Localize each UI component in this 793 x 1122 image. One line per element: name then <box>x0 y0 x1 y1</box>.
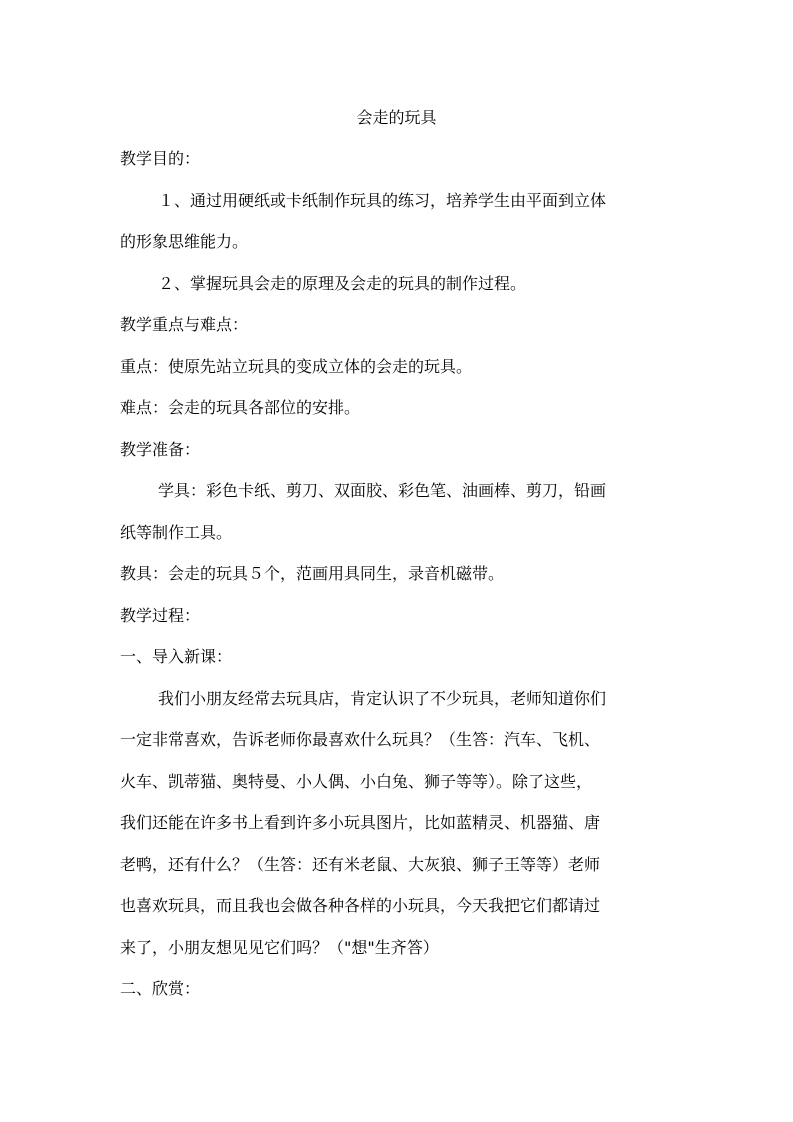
text-line: 二、欣赏： <box>120 979 201 998</box>
text-line: 来了，小朋友想见见它们吗？（"想"生齐答） <box>120 937 439 957</box>
text-line: 教学重点与难点： <box>120 315 249 334</box>
text-line: 教学准备： <box>120 439 201 459</box>
document-body <box>120 98 673 1010</box>
text-line: 学具：彩色卡纸、剪刀、双面胶、彩色笔、油画棒、剪刀，铅画 <box>158 481 607 500</box>
text-line: 教具：会走的玩具５个，范画用具同生，录音机磁带。 <box>120 564 505 583</box>
text-line: 一定非常喜欢，告诉老师你最喜欢什么玩具？（生答：汽车、飞机、 <box>120 730 601 749</box>
text-line: ２、掌握玩具会走的原理及会走的玩具的制作过程。 <box>158 273 527 293</box>
text-line: 重点：使原先站立玩具的变成立体的会走的玩具。 <box>120 356 473 376</box>
text-line: 火车、凯蒂猫、奥特曼、小人偶、小白兔、狮子等等）。除了这些， <box>120 771 593 791</box>
text-line: 纸等制作工具。 <box>120 522 233 542</box>
text-line: 的形象思维能力。 <box>120 232 249 251</box>
text-line: 教学过程： <box>120 605 201 625</box>
text-line: １、通过用硬纸或卡纸制作玩具的练习，培养学生由平面到立体 <box>158 190 607 210</box>
text-line: 也喜欢玩具，而且我也会做各种各样的小玩具，今天我把它们都请过 <box>120 896 601 915</box>
text-line: 老鸭，还有什么？（生答：还有米老鼠、大灰狼、狮子王等等）老师 <box>120 854 601 874</box>
document-lines <box>120 138 673 1010</box>
text-line: 我们小朋友经常去玩具店，肯定认识了不少玩具，老师知道你们 <box>158 688 607 708</box>
text-line: 难点：会走的玩具各部位的安排。 <box>120 398 361 417</box>
text-line: 一、导入新课： <box>120 647 233 666</box>
document-title: 会走的玩具 <box>356 108 437 127</box>
text-line: 教学目的： <box>120 149 201 168</box>
text-line: 我们还能在许多书上看到许多小玩具图片，比如蓝精灵、机器猫、唐 <box>120 813 601 832</box>
